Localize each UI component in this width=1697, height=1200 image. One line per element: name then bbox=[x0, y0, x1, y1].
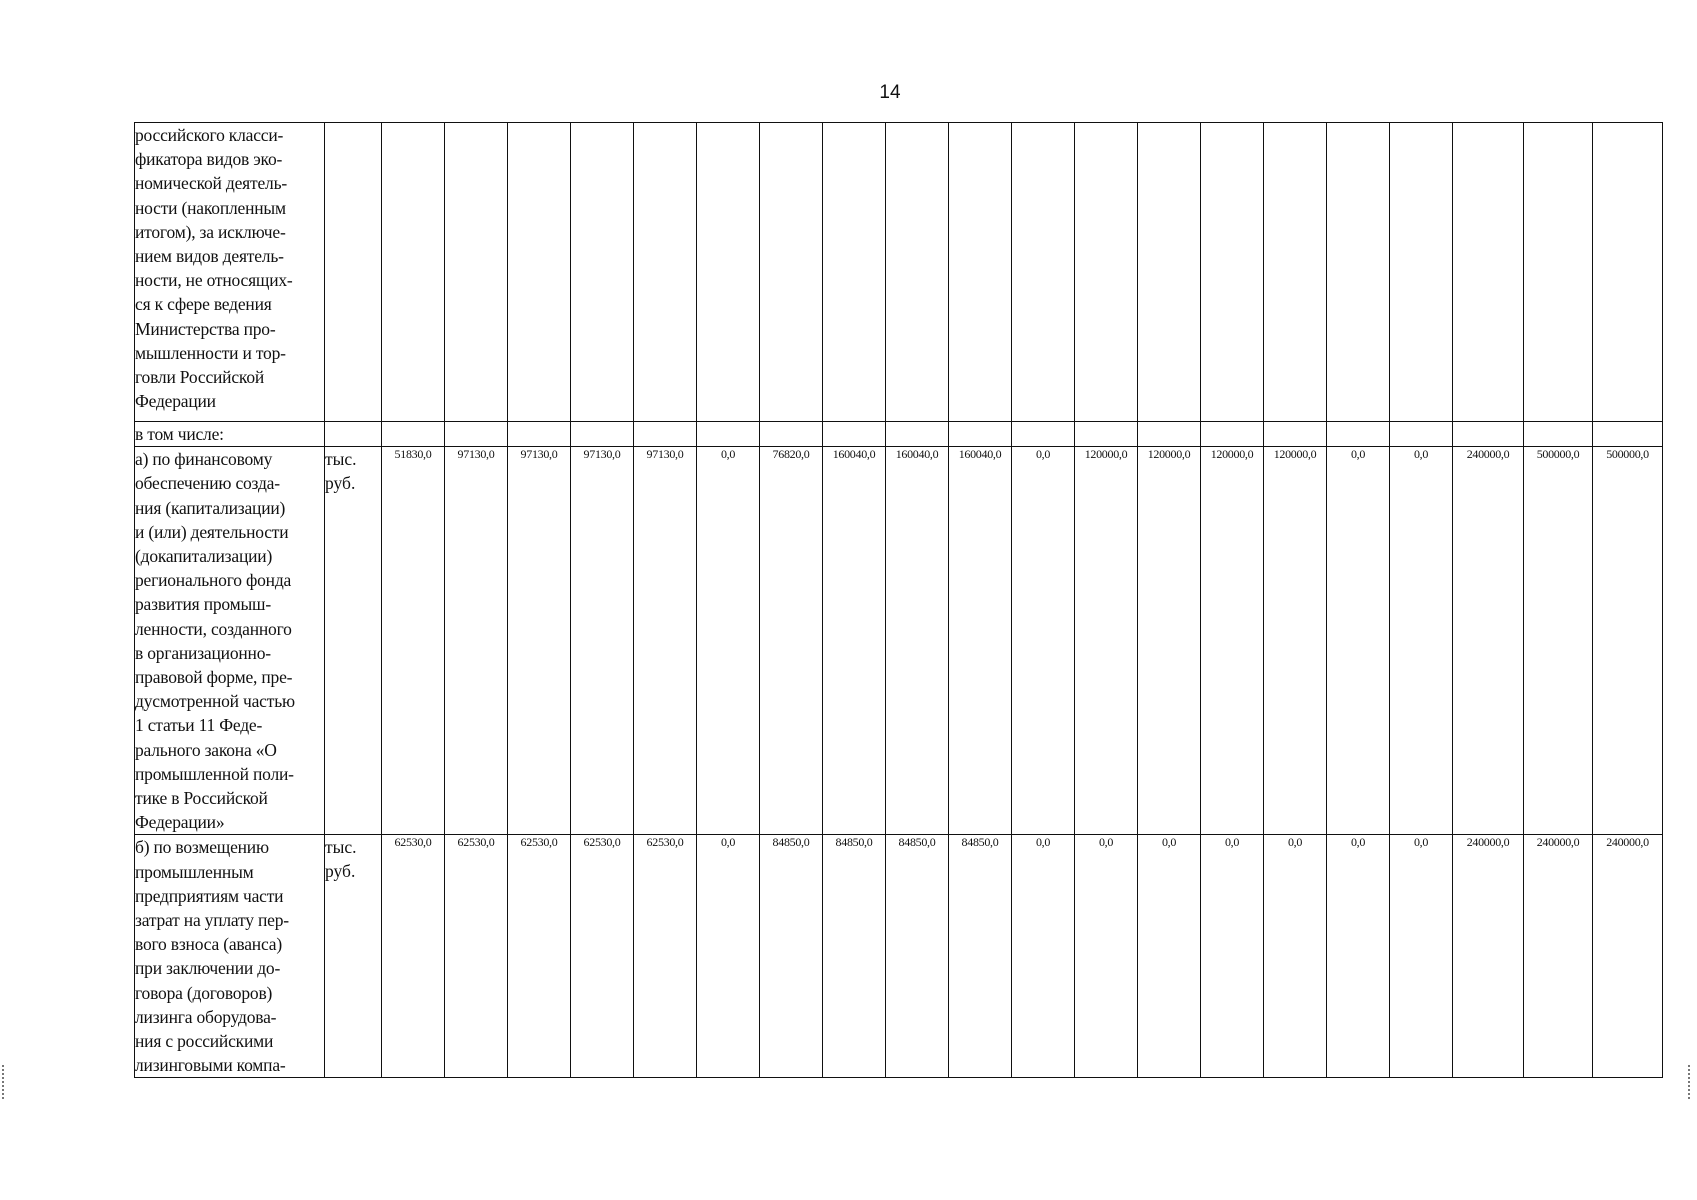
value-cell bbox=[949, 422, 1012, 447]
value-cell: 120000,0 bbox=[1138, 447, 1201, 835]
value-cell: 62530,0 bbox=[634, 835, 697, 1078]
unit-cell bbox=[325, 422, 382, 447]
value-cell: 240000,0 bbox=[1524, 835, 1593, 1078]
value-cell bbox=[823, 123, 886, 422]
value-cell: 240000,0 bbox=[1593, 835, 1663, 1078]
scan-mark-left bbox=[2, 1065, 10, 1099]
value-cell bbox=[1012, 422, 1075, 447]
value-cell: 240000,0 bbox=[1453, 447, 1524, 835]
unit-cell bbox=[325, 123, 382, 422]
value-cell: 120000,0 bbox=[1075, 447, 1138, 835]
value-cell: 0,0 bbox=[1327, 447, 1390, 835]
value-cell bbox=[1593, 123, 1663, 422]
value-cell bbox=[1201, 123, 1264, 422]
value-cell: 76820,0 bbox=[760, 447, 823, 835]
row-description: в том числе: bbox=[135, 422, 325, 447]
value-cell: 97130,0 bbox=[508, 447, 571, 835]
value-cell bbox=[382, 123, 445, 422]
value-cell bbox=[1390, 123, 1453, 422]
value-cell bbox=[760, 123, 823, 422]
value-cell bbox=[949, 123, 1012, 422]
value-cell: 0,0 bbox=[1138, 835, 1201, 1078]
value-cell bbox=[823, 422, 886, 447]
value-cell: 0,0 bbox=[1012, 835, 1075, 1078]
value-cell: 240000,0 bbox=[1453, 835, 1524, 1078]
value-cell bbox=[1138, 123, 1201, 422]
table-row bbox=[135, 123, 1663, 422]
value-cell bbox=[634, 123, 697, 422]
value-cell bbox=[508, 422, 571, 447]
value-cell bbox=[1138, 422, 1201, 447]
value-cell: 84850,0 bbox=[949, 835, 1012, 1078]
value-cell bbox=[1453, 422, 1524, 447]
value-cell bbox=[445, 422, 508, 447]
value-cell: 84850,0 bbox=[886, 835, 949, 1078]
row-description: российского класси- фикатора видов эко- номической деятель- ности (накопленным итогом), за исключе- нием видов деятель- ности, не относящих- ся к сфере ведения Министерства про- мышленности и тор- говли Российской Федерации bbox=[135, 123, 325, 422]
value-cell: 84850,0 bbox=[823, 835, 886, 1078]
value-cell: 160040,0 bbox=[886, 447, 949, 835]
value-cell: 84850,0 bbox=[760, 835, 823, 1078]
indicator-table bbox=[134, 122, 1663, 1078]
value-cell: 0,0 bbox=[1390, 835, 1453, 1078]
value-cell: 120000,0 bbox=[1201, 447, 1264, 835]
value-cell: 62530,0 bbox=[445, 835, 508, 1078]
value-cell bbox=[886, 422, 949, 447]
value-cell: 0,0 bbox=[697, 835, 760, 1078]
value-cell: 97130,0 bbox=[634, 447, 697, 835]
value-cell: 62530,0 bbox=[382, 835, 445, 1078]
value-cell bbox=[1327, 123, 1390, 422]
scan-mark-right bbox=[1688, 1065, 1696, 1099]
value-cell bbox=[697, 422, 760, 447]
value-cell: 0,0 bbox=[1327, 835, 1390, 1078]
value-cell: 97130,0 bbox=[571, 447, 634, 835]
value-cell bbox=[697, 123, 760, 422]
value-cell bbox=[1390, 422, 1453, 447]
unit-cell: тыс. руб. bbox=[325, 835, 382, 1078]
value-cell bbox=[1327, 422, 1390, 447]
table-row bbox=[135, 447, 1663, 835]
value-cell bbox=[445, 123, 508, 422]
value-cell bbox=[1264, 123, 1327, 422]
value-cell bbox=[571, 422, 634, 447]
value-cell: 0,0 bbox=[1264, 835, 1327, 1078]
value-cell bbox=[382, 422, 445, 447]
table-row bbox=[135, 835, 1663, 1078]
value-cell bbox=[1524, 123, 1593, 422]
value-cell: 0,0 bbox=[1390, 447, 1453, 835]
value-cell bbox=[1524, 422, 1593, 447]
table-row bbox=[135, 422, 1663, 447]
value-cell bbox=[760, 422, 823, 447]
value-cell: 0,0 bbox=[1201, 835, 1264, 1078]
value-cell bbox=[1075, 123, 1138, 422]
value-cell bbox=[508, 123, 571, 422]
value-cell: 160040,0 bbox=[949, 447, 1012, 835]
value-cell: 51830,0 bbox=[382, 447, 445, 835]
unit-cell: тыс. руб. bbox=[325, 447, 382, 835]
value-cell: 160040,0 bbox=[823, 447, 886, 835]
value-cell: 62530,0 bbox=[508, 835, 571, 1078]
value-cell: 500000,0 bbox=[1524, 447, 1593, 835]
value-cell bbox=[634, 422, 697, 447]
value-cell: 500000,0 bbox=[1593, 447, 1663, 835]
value-cell bbox=[1264, 422, 1327, 447]
value-cell: 0,0 bbox=[1012, 447, 1075, 835]
value-cell: 97130,0 bbox=[445, 447, 508, 835]
value-cell bbox=[1012, 123, 1075, 422]
row-description: а) по финансовому обеспечению созда- ния (капитализации) и (или) деятельности (докапитализации) регионального фонда развития промыш- ленности, созданного в организационно- правовой форме, пре- дусмотренной частью 1 статьи 11 Феде- рального закона «О промышленной поли- тике в Российской Федерации» bbox=[135, 447, 325, 835]
value-cell bbox=[1593, 422, 1663, 447]
value-cell bbox=[571, 123, 634, 422]
value-cell: 0,0 bbox=[697, 447, 760, 835]
value-cell: 120000,0 bbox=[1264, 447, 1327, 835]
value-cell bbox=[1453, 123, 1524, 422]
row-description: б) по возмещению промышленным предприятиям части затрат на уплату пер- вого взноса (аванса) при заключении до- говора (договоров) лизинга оборудова- ния с российскими лизинговыми компа- bbox=[135, 835, 325, 1078]
value-cell bbox=[1075, 422, 1138, 447]
value-cell bbox=[1201, 422, 1264, 447]
page-number: 14 bbox=[879, 82, 901, 103]
value-cell bbox=[886, 123, 949, 422]
value-cell: 62530,0 bbox=[571, 835, 634, 1078]
value-cell: 0,0 bbox=[1075, 835, 1138, 1078]
